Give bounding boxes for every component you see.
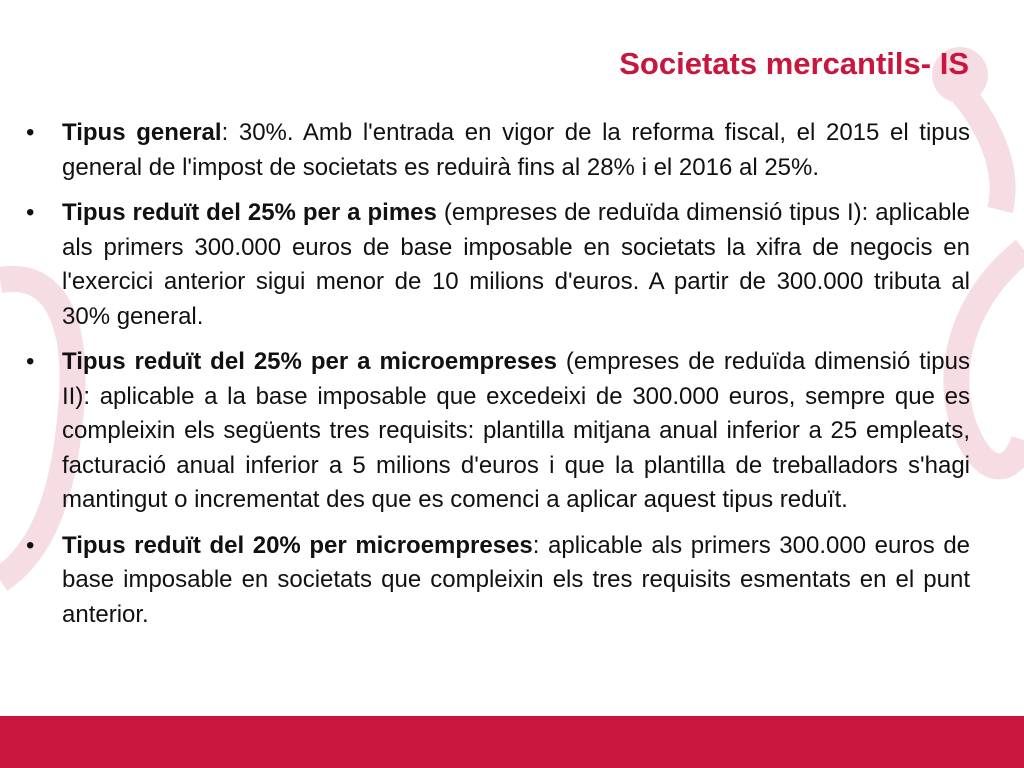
page-title: Societats mercantils- IS <box>619 46 969 81</box>
footer-bar <box>0 716 1024 768</box>
list-item <box>24 345 970 518</box>
bullet-text: (empreses de reduïda dimensió tipus II): aplicable a la base imposable que excedeixi de 300.000 euros, sempre que es compleixin els següents tres requisits: plantilla mitjana anual inferior a 25 empleats, facturació anual inferior a 5 milions d'euros i que la plantilla de treballadors s'hagi mantingut o incrementat des que es comenci a aplicar aquest tipus reduït. <box>62 348 970 513</box>
list-item <box>24 116 970 185</box>
bullet-heading: Tipus general <box>62 119 222 146</box>
bullet-heading: Tipus reduït del 20% per microempreses <box>62 531 533 559</box>
bullet-text: : 30%. Amb l'entrada en vigor de la reforma fiscal, el 2015 el tipus general de l'impost de societats es reduirà fins al 28% i el 2016 al 25%. <box>62 119 970 181</box>
bullet-text: (empreses de reduïda dimensió tipus I): aplicable als primers 300.000 euros de base imposable en societats la xifra de negocis en l'exercici anterior sigui menor de 10 milions d'euros. A partir de 300.000 tributa al 30% general. <box>62 199 970 330</box>
bullet-text: : aplicable als primers 300.000 euros de base imposable en societats que compleixin els tres requisits esmentats en el punt anterior. <box>62 531 971 628</box>
list-item <box>24 529 970 633</box>
bullet-heading: Tipus reduït del 25% per a microempreses <box>62 348 557 375</box>
bullet-list <box>24 116 970 643</box>
bullet-heading: Tipus reduït del 25% per a pimes <box>62 199 437 226</box>
list-item <box>24 196 970 334</box>
